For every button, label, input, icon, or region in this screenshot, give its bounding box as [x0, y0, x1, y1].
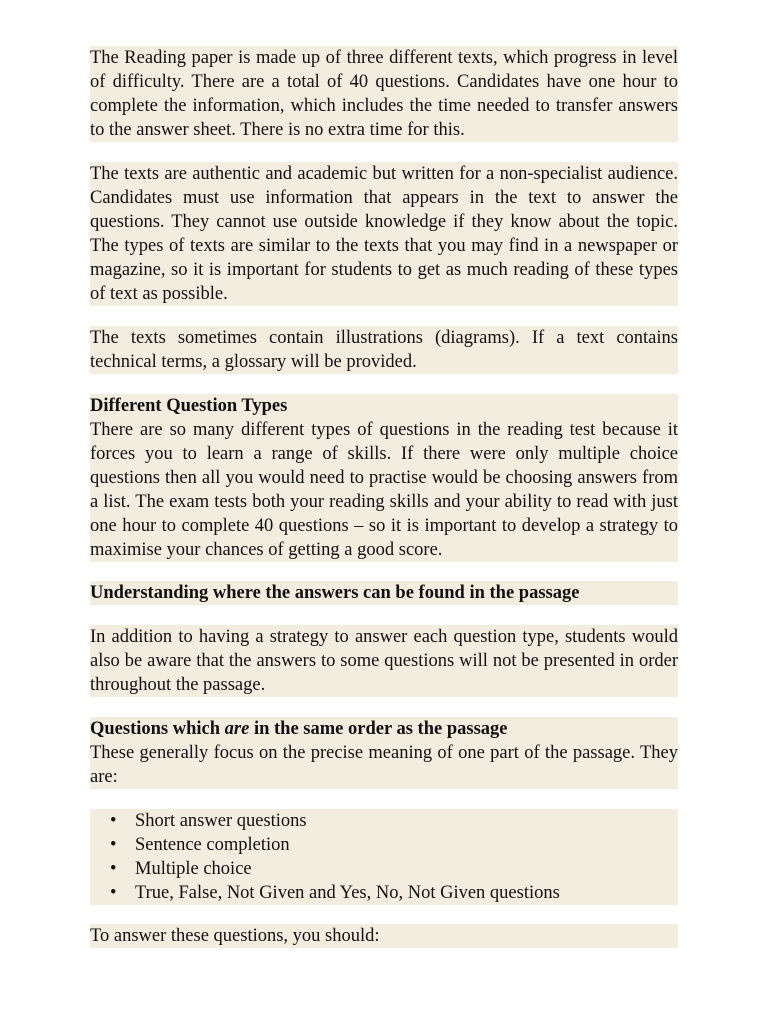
texts-paragraph: The texts are authentic and academic but written for a non-specialist audience. Candidates must use information that appears in the text to answer the questions. They cannot use outside knowledge if they know about the topic. The types of texts are similar to the texts that you may find in a newspaper or magazine, so it is important for students to get as much reading of these types of text as possible.: [90, 164, 678, 304]
question-type-list: [90, 809, 678, 905]
list-item: • Multiple choice: [90, 857, 678, 881]
list-item: • Sentence completion: [90, 833, 678, 857]
list-item: • True, False, Not Given and Yes, No, Not Given questions: [90, 881, 678, 905]
question-types-section: [90, 394, 678, 562]
same-order-heading: [90, 717, 678, 741]
question-types-heading: Different Question Types: [90, 396, 288, 416]
answer-instructions-paragraph: To answer these questions, you should:: [90, 924, 678, 948]
illustrations-paragraph: The texts sometimes contain illustrations (diagrams). If a text contains technical terms, a glossary will be provided.: [90, 328, 678, 372]
strategy-paragraph: In addition to having a strategy to answer each question type, students would also be aware that the answers to some questions will not be presented in order throughout the passage.: [90, 627, 678, 695]
same-order-section: [90, 717, 678, 789]
question-types-paragraph: There are so many different types of questions in the reading test because it forces you to learn a range of skills. If there were only multiple choice questions then all you would need to practise would be choosing answers from a list. The exam tests both your reading skills and your ability to read with just one hour to complete 40 questions – so it is important to develop a strategy to maximise your chances of getting a good score.: [90, 420, 678, 560]
answers-location-heading: [90, 581, 678, 605]
answers-location-heading-text: Understanding where the answers can be found in the passage: [90, 583, 580, 603]
same-order-paragraph: These generally focus on the precise meaning of one part of the passage. They are:: [90, 743, 678, 787]
same-order-heading-emphasis: are: [224, 719, 250, 739]
document-page: [90, 46, 678, 948]
same-order-heading-post: in the same order as the passage: [249, 719, 508, 739]
intro-paragraph: The Reading paper is made up of three different texts, which progress in level of difficulty. There are a total of 40 questions. Candidates have one hour to complete the information, which includes the time needed to transfer answers to the answer sheet. There is no extra time for this.: [90, 48, 678, 140]
same-order-heading-pre: Questions which: [90, 719, 225, 739]
list-item: • Short answer questions: [90, 809, 678, 833]
